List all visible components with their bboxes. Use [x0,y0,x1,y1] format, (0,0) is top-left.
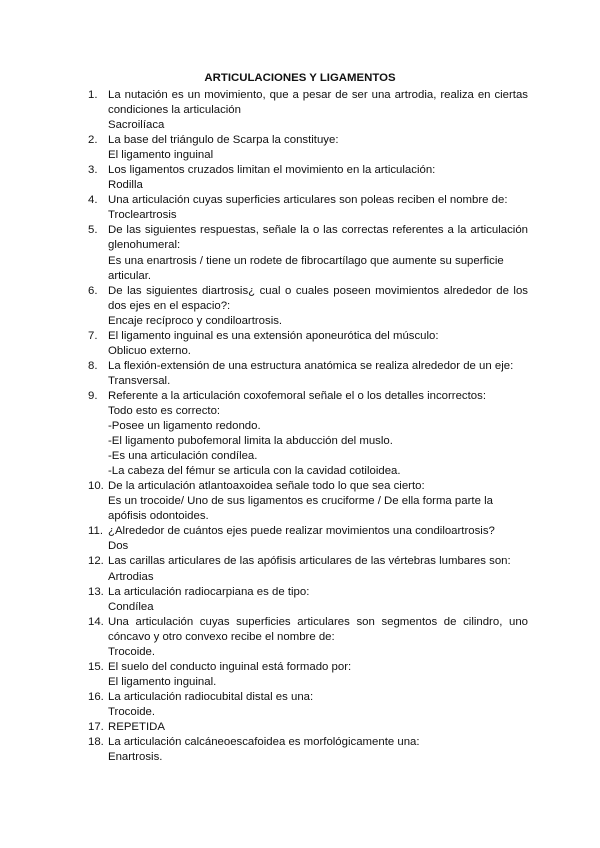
question-item [90,554,528,584]
question-item [90,133,528,163]
question-number: 4. [88,194,98,207]
question-item [90,524,528,554]
page-title: ARTICULACIONES Y LIGAMENTOS [204,72,396,84]
question-text: Las carillas articulares de las apófisis articulares de las vértebras lumbares son: [108,555,511,568]
question-item [90,329,528,359]
question-item [90,193,528,223]
question-list [90,88,528,765]
question-number: 16. [88,690,104,703]
question-text: De las siguientes diartrosis¿ cual o cuales poseen movimientos alrededor de los dos ejes en el espacio?: [108,284,528,312]
question-item [90,163,528,193]
answer-text: -Posee un ligamento redondo. [108,420,261,433]
question-item [90,284,528,329]
question-item [90,660,528,690]
question-item [90,223,528,283]
question-text: REPETIDA [108,720,165,733]
question-text: Una articulación cuyas superficies articulares son segmentos de cilindro, uno cóncavo y otro convexo recibe el nombre de: [108,615,528,643]
question-number: 6. [88,284,98,297]
answer-text: Condílea [108,600,154,613]
question-text: El ligamento inguinal es una extensión aponeurótica del músculo: [108,329,439,342]
question-number: 7. [88,329,98,342]
question-number: 15. [88,660,104,673]
question-text: La nutación es un movimiento, que a pesar de ser una artrodia, realiza en ciertas condiciones la articulación [108,89,528,117]
question-text: ¿Alrededor de cuántos ejes puede realizar movimientos una condiloartrosis? [108,525,495,538]
answer-text: Es un trocoide/ Uno de sus ligamentos es cruciforme / De ella forma parte la apófisis odontoides. [108,495,493,523]
question-item [90,389,528,479]
question-text: De la articulación atlantoaxoidea señale todo lo que sea cierto: [108,480,425,493]
question-number: 14. [88,615,104,628]
question-item [90,735,528,765]
question-text: La articulación radiocubital distal es una: [108,690,314,703]
question-number: 5. [88,224,98,237]
question-number: 18. [88,736,104,749]
answer-text: El ligamento inguinal [108,149,214,162]
question-item [90,585,528,615]
answer-text: Trocoide. [108,705,156,718]
answer-text: Todo esto es correcto: [108,404,221,417]
question-number: 3. [88,164,98,177]
answer-text: Rodilla [108,179,143,192]
answer-text: Oblicuo externo. [108,344,191,357]
answer-text: Trocleartrosis [108,209,177,222]
answer-text: Dos [108,540,129,553]
question-item [90,359,528,389]
question-text: Referente a la articulación coxofemoral señale el o los detalles incorrectos: [108,389,486,402]
question-item [90,88,528,133]
question-number: 10. [88,480,104,493]
question-number: 2. [88,134,98,147]
answer-text: Es una enartrosis / tiene un rodete de fibrocartílago que aumente su superficie articular. [108,254,504,282]
question-text: La articulación radiocarpiana es de tipo: [108,585,310,598]
question-number: 8. [88,359,98,372]
answer-text: Sacroilíaca [108,119,165,132]
answer-text: Artrodias [108,570,154,583]
answer-text: Trocoide. [108,645,156,658]
answer-text: Enartrosis. [108,751,163,764]
question-item [90,690,528,720]
question-text: De las siguientes respuestas, señale la o las correctas referentes a la articulación glenohumeral: [108,224,528,252]
question-item [90,720,528,735]
answer-text: El ligamento inguinal. [108,675,217,688]
answer-text: -El ligamento pubofemoral limita la abducción del muslo. [108,435,393,448]
question-number: 1. [88,89,98,101]
answer-text: -Es una articulación condílea. [108,450,258,463]
question-text: Los ligamentos cruzados limitan el movimiento en la articulación: [108,164,436,177]
question-text: El suelo del conducto inguinal está formado por: [108,660,352,673]
answer-text: -La cabeza del fémur se articula con la cavidad cotiloidea. [108,465,401,478]
answer-text: Transversal. [108,374,171,387]
question-item [90,615,528,660]
question-number: 17. [88,720,104,733]
question-number: 12. [88,555,104,568]
question-text: Una articulación cuyas superficies articulares son poleas reciben el nombre de: [108,194,508,207]
question-text: La articulación calcáneoescafoidea es morfológicamente una: [108,736,420,749]
question-text: La flexión-extensión de una estructura anatómica se realiza alrededor de un eje: [108,359,514,372]
question-item [90,479,528,524]
question-number: 11. [88,525,103,538]
question-number: 9. [88,389,98,402]
question-number: 13. [88,585,104,598]
answer-text: Encaje recíproco y condiloartrosis. [108,314,283,327]
question-text: La base del triángulo de Scarpa la constituye: [108,134,339,147]
